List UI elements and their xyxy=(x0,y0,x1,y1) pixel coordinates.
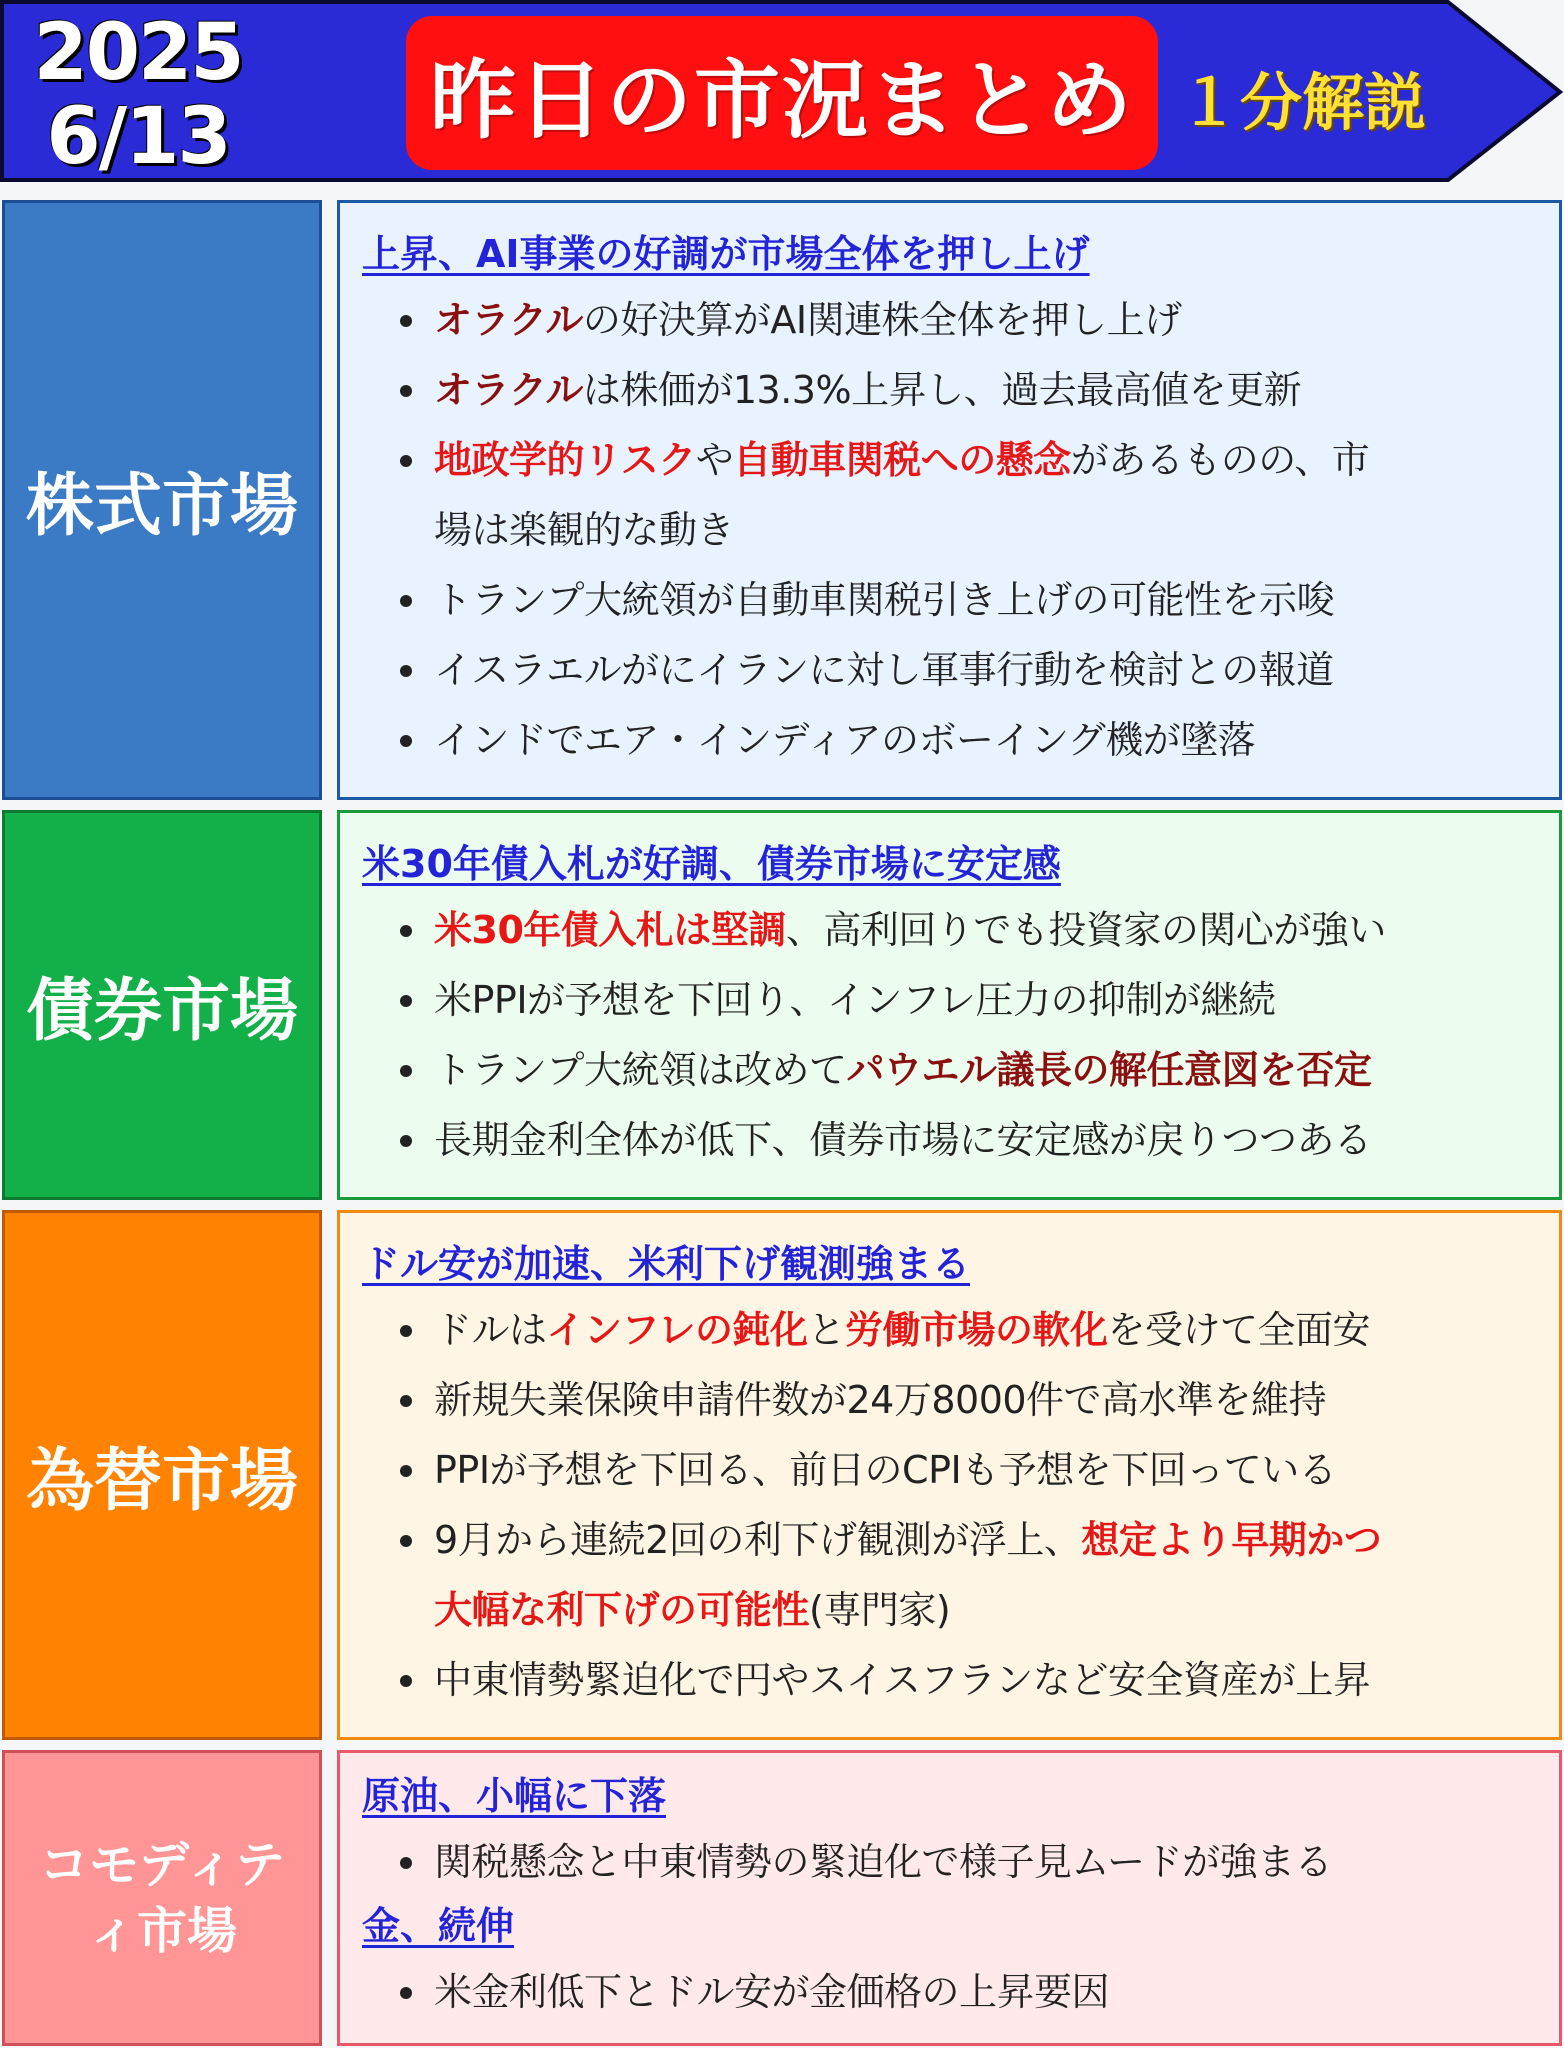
section-content-fx xyxy=(337,1210,1562,1740)
section-headline: 上昇、AI事業の好調が市場全体を押し上げ xyxy=(362,232,1090,276)
section-bond-market xyxy=(0,810,1564,1200)
section-content-bond xyxy=(337,810,1562,1200)
section-content-stock xyxy=(337,200,1562,800)
list-item: 関税懸念と中東情勢の緊迫化で様子見ムードが強まる xyxy=(362,1827,1559,1897)
list-item: PPIが予想を下回る、前日のCPIも予想を下回っている xyxy=(362,1435,1559,1505)
list-item: トランプ大統領が自動車関税引き上げの可能性を示唆 xyxy=(362,565,1559,635)
list-item: トランプ大統領は改めてパウエル議長の解任意図を否定 xyxy=(362,1035,1559,1105)
section-label-stock: 株式市場 xyxy=(2,200,322,800)
bullet-list xyxy=(362,1827,1559,1897)
list-item: イスラエルがにイランに対し軍事行動を検討との報道 xyxy=(362,635,1559,705)
section-commodity-market xyxy=(0,1750,1564,2046)
page-subtitle: １分解説 xyxy=(1178,65,1427,139)
section-headline-gold: 金、続伸 xyxy=(362,1904,515,1948)
bullet-list xyxy=(362,895,1559,1175)
list-item: 長期金利全体が低下、債券市場に安定感が戻りつつある xyxy=(362,1105,1559,1175)
list-item: 9月から連続2回の利下げ観測が浮上、想定より早期かつ 大幅な利下げの可能性(専門家) xyxy=(362,1505,1559,1645)
section-fx-market xyxy=(0,1210,1564,1740)
list-item: 中東情勢緊迫化で円やスイスフランなど安全資産が上昇 xyxy=(362,1645,1559,1715)
date-display xyxy=(18,10,258,180)
bullet-list xyxy=(362,285,1559,775)
section-stock-market xyxy=(0,200,1564,800)
list-item: オラクルの好決算がAI関連株全体を押し上げ xyxy=(362,285,1559,355)
section-headline-oil: 原油、小幅に下落 xyxy=(362,1774,667,1818)
section-headline: ドル安が加速、米利下げ観測強まる xyxy=(362,1242,971,1286)
list-item: 米PPIが予想を下回り、インフレ圧力の抑制が継続 xyxy=(362,965,1559,1035)
bullet-list xyxy=(362,1295,1559,1715)
list-item: 新規失業保険申請件数が24万8000件で高水準を維持 xyxy=(362,1365,1559,1435)
list-item: 米金利低下とドル安が金価格の上昇要因 xyxy=(362,1957,1559,2027)
list-item: オラクルは株価が13.3%上昇し、過去最高値を更新 xyxy=(362,355,1559,425)
section-content-commodity xyxy=(337,1750,1562,2046)
bullet-list xyxy=(362,1957,1559,2027)
section-label-bond: 債券市場 xyxy=(2,810,322,1200)
list-item: 地政学的リスクや自動車関税への懸念があるものの、市 場は楽観的な動き xyxy=(362,425,1559,565)
section-label-fx: 為替市場 xyxy=(2,1210,322,1740)
list-item: インドでエア・インディアのボーイング機が墜落 xyxy=(362,705,1559,775)
list-item: ドルはインフレの鈍化と労働市場の軟化を受けて全面安 xyxy=(362,1295,1559,1365)
header-banner xyxy=(0,0,1564,184)
date-day: 6/13 xyxy=(46,92,230,182)
section-headline: 米30年債入札が好調、債券市場に安定感 xyxy=(362,842,1061,886)
date-year: 2025 xyxy=(33,8,243,98)
list-item: 米30年債入札は堅調、高利回りでも投資家の関心が強い xyxy=(362,895,1559,965)
section-label-commodity: コモディティ市場 xyxy=(2,1750,322,2046)
page-title: 昨日の市況まとめ xyxy=(406,16,1158,170)
